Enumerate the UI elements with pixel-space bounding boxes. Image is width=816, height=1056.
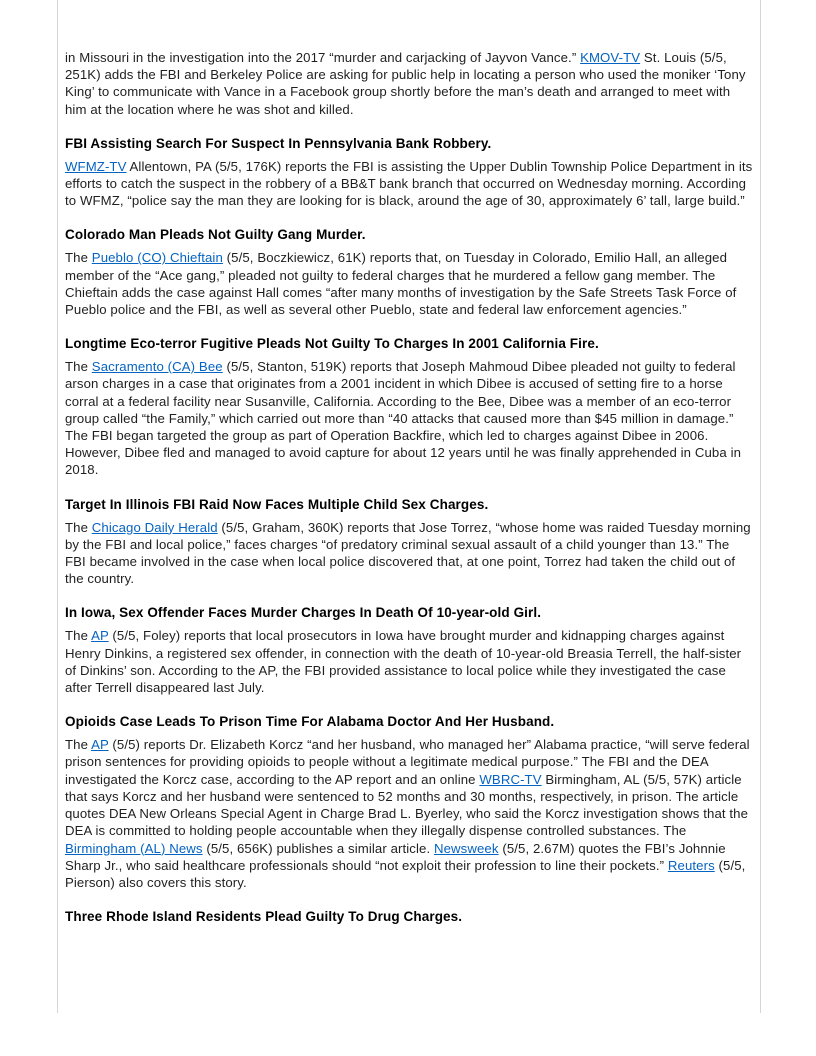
news-source-link[interactable]: Newsweek (434, 840, 499, 856)
body-text: (5/5, 656K) publishes a similar article. (202, 840, 434, 856)
body-text: Birmingham, AL (5/5, 57K) article that says Korcz and her husband were sentenced to 52 months and 30 months, respectively, in prison. The article quotes DEA New Orleans Special Agent in Charge Brad L. Byerley, who said the Korcz investigation shows that the DEA is committed to holding people accountable when they illegally dispense controlled substances. The (65, 771, 749, 839)
body-text: (5/5, Foley) reports that local prosecutors in Iowa have brought murder and kidnapping charges against Henry Dinkins, a registered sex offender, in connection with the death of 10-year-old Breasia Terrell, the half-sister of Dinkins’ son. According to the AP, the FBI provided assistance to local police while they investigated the case after Terrell disappeared last July. (65, 628, 742, 696)
news-source-link[interactable]: Birmingham (AL) News (65, 840, 203, 856)
body-text: The (65, 250, 92, 266)
body-text: (5/5, Stanton, 519K) reports that Joseph Mahmoud Dibee pleaded not guilty to federal arson charges in a case that originates from a 2001 incident in which Dibee is accused of setting fire to a horse corral at a federal facility near Susanville, California. According to the Bee, Dibee was a member of an eco-terror group called “the Family,” which carried out more than “40 attacks that caused more than $45 million in damage.” The FBI began targeted the group as part of Operation Backfire, which led to charges against Dibee in 2006. However, Dibee fled and managed to avoid capture for about 12 years until he was finally apprehended in Cuba in 2018. (65, 359, 742, 478)
body-text: in Missouri in the investigation into the 2017 “murder and carjacking of Jayvon Vance.” (65, 50, 581, 65)
article-heading: Three Rhode Island Residents Plead Guilty To Drug Charges. (65, 909, 463, 925)
body-text: The (65, 628, 92, 644)
article-body (65, 627, 753, 696)
article-body (65, 519, 753, 588)
body-text: The (65, 737, 92, 753)
news-source-link[interactable]: Reuters (667, 857, 715, 873)
news-source-link[interactable]: WBRC-TV (479, 771, 542, 787)
news-source-link[interactable]: Pueblo (CO) Chieftain (91, 250, 223, 266)
body-text: St. Louis (5/5, 251K) adds the FBI and Berkeley Police are asking for public help in locating a person who used the moniker ‘Tony King’ to communicate with Vance in a Facebook group shortly before the man’s death and arranged to meet with him at the location where he was shot and killed. (65, 50, 746, 117)
body-text: (5/5, 2.67M) quotes the FBI’s Johnnie Sharp Jr., who said healthcare professionals should “not exploit their profession to line their pockets.” (65, 840, 726, 873)
article-body (65, 358, 753, 478)
document-page (57, 0, 761, 1013)
article-heading: Longtime Eco-terror Fugitive Pleads Not Guilty To Charges In 2001 California Fire. (65, 336, 599, 352)
article-heading: FBI Assisting Search For Suspect In Pennsylvania Bank Robbery. (65, 135, 492, 151)
news-source-link[interactable]: Chicago Daily Herald (91, 519, 218, 535)
news-source-link[interactable]: WFMZ-TV (65, 158, 127, 174)
article-heading: Colorado Man Pleads Not Guilty Gang Murder. (65, 227, 366, 243)
body-text: The (65, 519, 92, 535)
news-source-link[interactable]: AP (91, 737, 109, 753)
body-text: Allentown, PA (5/5, 176K) reports the FBI is assisting the Upper Dublin Township Police Department in its efforts to catch the suspect in the robbery of a BB&T bank branch that occurred on Wednesday morning. According to WFMZ, “police say the man they are looking for is black, around the age of 30, approximately 6’ tall, large build.” (65, 158, 753, 209)
article-heading: In Iowa, Sex Offender Faces Murder Charges In Death Of 10-year-old Girl. (65, 605, 542, 621)
article-body (65, 49, 753, 118)
body-text: (5/5, Boczkiewicz, 61K) reports that, on Tuesday in Colorado, Emilio Hall, an alleged member of the “Ace gang,” pleaded not guilty to federal charges that he murdered a fellow gang member. The Chieftain adds the case against Hall comes “after many months of investigation by the Safe Streets Task Force of Pueblo police and the FBI, as well as several other Pueblo, state and federal law enforcement agencies.” (65, 250, 737, 318)
body-text: (5/5, Pierson) also covers this story. (65, 857, 746, 890)
body-text: (5/5, Graham, 360K) reports that Jose Torrez, “whose home was raided Tuesday morning by the FBI and local police,” faces charges “of predatory criminal sexual assault of a child younger than 13.” The FBI became involved in the case when local police discovered that, at one point, Torrez had taken the child out of the country. (65, 519, 751, 587)
news-source-link[interactable]: AP (91, 628, 109, 644)
article-body (65, 736, 753, 891)
news-articles (65, 49, 753, 925)
article-heading: Opioids Case Leads To Prison Time For Alabama Doctor And Her Husband. (65, 714, 555, 730)
body-text: (5/5) reports Dr. Elizabeth Korcz “and her husband, who managed her” Alabama practice, “will serve federal prison sentences for providing opioids to people without a legitimate medical purpose.” The FBI and the DEA investigated the Korcz case, according to the AP report and an online (65, 737, 750, 787)
body-text: The (65, 359, 92, 375)
news-source-link[interactable]: Sacramento (CA) Bee (91, 359, 223, 375)
article-body (65, 249, 753, 318)
article-heading: Target In Illinois FBI Raid Now Faces Multiple Child Sex Charges. (65, 496, 489, 512)
article-body (65, 158, 753, 210)
news-source-link[interactable]: KMOV-TV (580, 50, 641, 65)
